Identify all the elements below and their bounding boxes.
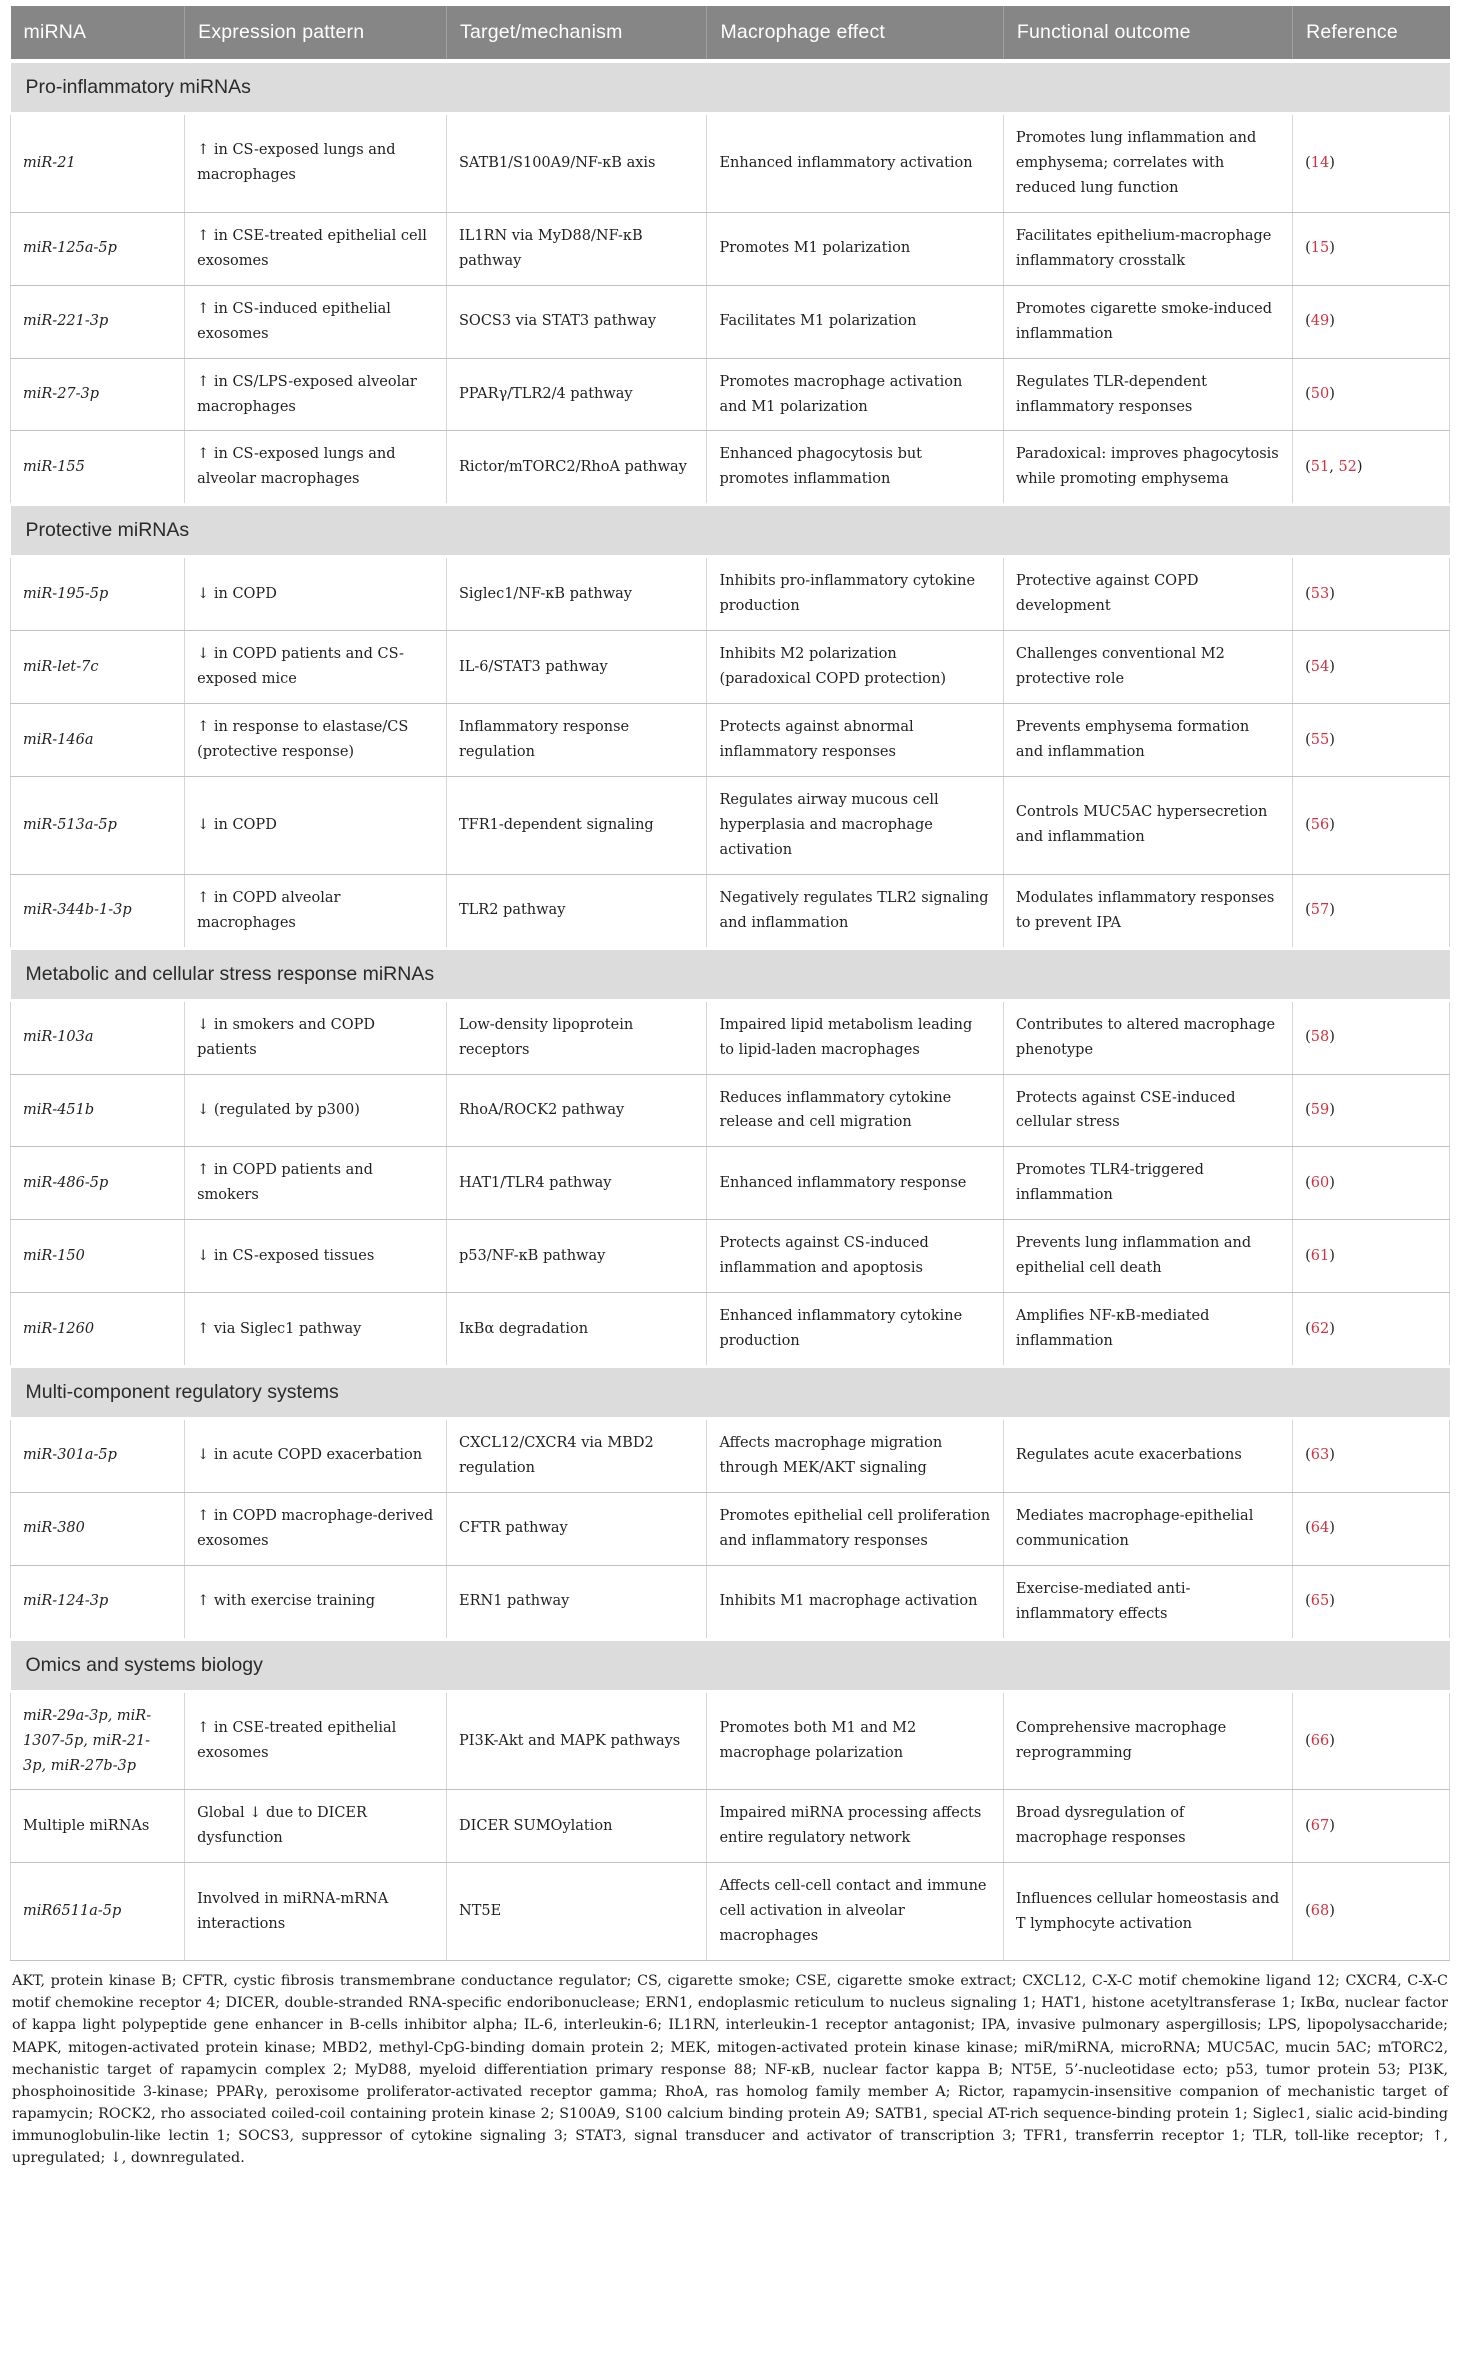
reference-link[interactable]: 52 [1338, 458, 1357, 475]
column-header-functional-outcome: Functional outcome [1003, 6, 1292, 61]
expression-pattern-cell: ↑ in CSE-treated epithelial cell exosomes [185, 212, 447, 285]
macrophage-effect-cell: Promotes both M1 and M2 macrophage polarization [707, 1691, 1003, 1790]
macrophage-effect-cell: Inhibits pro-inflammatory cytokine production [707, 557, 1003, 631]
functional-outcome-cell: Prevents emphysema formation and inflammation [1003, 704, 1292, 777]
mirna-name: miR-let-7c [11, 631, 185, 704]
target-mechanism-cell: TLR2 pathway [447, 874, 707, 948]
target-mechanism-cell: ERN1 pathway [447, 1565, 707, 1639]
mirna-name: miR-513a-5p [11, 776, 185, 874]
expression-pattern-cell: ↑ in CS-exposed lungs and macrophages [185, 114, 447, 213]
reference-cell: (49) [1293, 285, 1450, 358]
reference-link[interactable]: 50 [1310, 386, 1330, 403]
mirna-name: miR-124-3p [11, 1565, 185, 1639]
mirna-name: miR-103a [11, 1000, 185, 1074]
table-row [11, 1419, 1450, 1493]
functional-outcome-cell: Protects against CSE-induced cellular stress [1003, 1074, 1292, 1147]
table-row [11, 114, 1450, 213]
reference-link[interactable]: 67 [1310, 1817, 1330, 1834]
mirna-name: Multiple miRNAs [11, 1790, 185, 1863]
functional-outcome-cell: Protective against COPD development [1003, 557, 1292, 631]
reference-link[interactable]: 64 [1310, 1520, 1330, 1537]
target-mechanism-cell: PPARγ/TLR2/4 pathway [447, 358, 707, 431]
reference-cell: (50) [1293, 358, 1450, 431]
expression-pattern-cell: ↓ (regulated by p300) [185, 1074, 447, 1147]
reference-cell: (61) [1293, 1220, 1450, 1293]
table-row [11, 431, 1450, 505]
expression-pattern-cell: ↓ in COPD patients and CS-exposed mice [185, 631, 447, 704]
expression-pattern-cell: ↓ in acute COPD exacerbation [185, 1419, 447, 1493]
target-mechanism-cell: HAT1/TLR4 pathway [447, 1147, 707, 1220]
reference-link[interactable]: 65 [1310, 1593, 1330, 1610]
table-row [11, 1492, 1450, 1565]
target-mechanism-cell: IκBα degradation [447, 1293, 707, 1367]
functional-outcome-cell: Promotes TLR4-triggered inflammation [1003, 1147, 1292, 1220]
mirna-name: miR-21 [11, 114, 185, 213]
reference-cell: (56) [1293, 776, 1450, 874]
mirna-name: miR-125a-5p [11, 212, 185, 285]
mirna-name: miR-146a [11, 704, 185, 777]
reference-link[interactable]: 62 [1310, 1320, 1330, 1337]
reference-cell: (63) [1293, 1419, 1450, 1493]
macrophage-effect-cell: Affects cell-cell contact and immune cell activation in alveolar macrophages [707, 1863, 1003, 1961]
reference-link[interactable]: 53 [1310, 585, 1330, 602]
table-row [11, 285, 1450, 358]
reference-link[interactable]: 54 [1310, 658, 1330, 675]
table-row [11, 1565, 1450, 1639]
section-title: Multi-component regulatory systems [11, 1367, 1450, 1419]
target-mechanism-cell: Inflammatory response regulation [447, 704, 707, 777]
macrophage-effect-cell: Inhibits M2 polarization (paradoxical COPD protection) [707, 631, 1003, 704]
target-mechanism-cell: PI3K-Akt and MAPK pathways [447, 1691, 707, 1790]
macrophage-effect-cell: Reduces inflammatory cytokine release and cell migration [707, 1074, 1003, 1147]
target-mechanism-cell: DICER SUMOylation [447, 1790, 707, 1863]
column-header-mirna: miRNA [11, 6, 185, 61]
table-row [11, 1147, 1450, 1220]
section-header-row [11, 505, 1450, 557]
expression-pattern-cell: ↓ in CS-exposed tissues [185, 1220, 447, 1293]
expression-pattern-cell: ↑ in CSE-treated epithelial exosomes [185, 1691, 447, 1790]
table-row [11, 1691, 1450, 1790]
reference-cell: (62) [1293, 1293, 1450, 1367]
table-row [11, 1000, 1450, 1074]
macrophage-effect-cell: Protects against CS-induced inflammation and apoptosis [707, 1220, 1003, 1293]
macrophage-effect-cell: Affects macrophage migration through MEK/AKT signaling [707, 1419, 1003, 1493]
reference-link[interactable]: 60 [1310, 1174, 1330, 1191]
target-mechanism-cell: IL1RN via MyD88/NF-κB pathway [447, 212, 707, 285]
expression-pattern-cell: ↑ in response to elastase/CS (protective response) [185, 704, 447, 777]
table-row [11, 631, 1450, 704]
reference-cell: (60) [1293, 1147, 1450, 1220]
macrophage-effect-cell: Enhanced phagocytosis but promotes inflammation [707, 431, 1003, 505]
table-footnote: AKT, protein kinase B; CFTR, cystic fibrosis transmembrane conductance regulator; CS, cigarette smoke; CSE, cigarette smoke extract; CXCL12, C-X-C motif chemokine ligand 12; CXCR4, C-X-C motif chemokine receptor 4; DICER, double-stranded RNA-specific endoribonuclease; ERN1, endoplasmic reticulum to nucleus signaling 1; HAT1, histone acetyltransferase 1; IκBα, nuclear factor of kappa light polypeptide gene enhancer in B-cells inhibitor alpha; IL-6, interleukin-6; IL1RN, interleukin-1 receptor antagonist; IPA, invasive pulmonary aspergillosis; LPS, lipopolysaccharide; MAPK, mitogen-activated protein kinase; MBD2, methyl-CpG-binding domain protein 2; MEK, mitogen-activated protein kinase kinase; miR/miRNA, microRNA; MUC5AC, mucin 5AC; mTORC2, mechanistic target of rapamycin complex 2; MyD88, myeloid differentiation primary response 88; NF-κB, nuclear factor kappa B; NT5E, 5’-nucleotidase ecto; p53, tumor protein 53; PI3K, phosphoinositide 3-kinase; PPARγ, peroxisome proliferator-activated receptor gamma; RhoA, ras homolog family member A; Rictor, rapamycin-insensitive companion of mechanistic target of rapamycin; ROCK2, rho associated coiled-coil containing protein kinase 2; S100A9, S100 calcium binding protein A9; SATB1, special AT-rich sequence-binding protein 1; Siglec1, sialic acid-binding immunoglobulin-like lectin 1; SOCS3, suppressor of cytokine signaling 3; STAT3, signal transducer and activator of transcription 3; TFR1, transferrin receptor 1; TLR, toll-like receptor; ↑, upregulated; ↓, downregulated. [12, 1973, 1448, 2167]
expression-pattern-cell: ↓ in smokers and COPD patients [185, 1000, 447, 1074]
functional-outcome-cell: Comprehensive macrophage reprogramming [1003, 1691, 1292, 1790]
reference-link[interactable]: 49 [1310, 313, 1330, 330]
target-mechanism-cell: RhoA/ROCK2 pathway [447, 1074, 707, 1147]
target-mechanism-cell: IL-6/STAT3 pathway [447, 631, 707, 704]
section-header-row [11, 1639, 1450, 1691]
functional-outcome-cell: Contributes to altered macrophage phenotype [1003, 1000, 1292, 1074]
section-title: Pro-inflammatory miRNAs [11, 61, 1450, 114]
functional-outcome-cell: Influences cellular homeostasis and T lymphocyte activation [1003, 1863, 1292, 1961]
target-mechanism-cell: Low-density lipoprotein receptors [447, 1000, 707, 1074]
macrophage-effect-cell: Enhanced inflammatory cytokine production [707, 1293, 1003, 1367]
functional-outcome-cell: Promotes lung inflammation and emphysema; correlates with reduced lung function [1003, 114, 1292, 213]
mirna-name: miR-29a-3p, miR-1307-5p, miR-21-3p, miR-27b-3p [11, 1691, 185, 1790]
reference-cell: (66) [1293, 1691, 1450, 1790]
expression-pattern-cell: ↑ in COPD macrophage-derived exosomes [185, 1492, 447, 1565]
mirna-name: miR-195-5p [11, 557, 185, 631]
reference-link[interactable]: 66 [1310, 1732, 1330, 1749]
section-title: Protective miRNAs [11, 505, 1450, 557]
header-row [11, 6, 1450, 61]
functional-outcome-cell: Controls MUC5AC hypersecretion and inflammation [1003, 776, 1292, 874]
functional-outcome-cell: Broad dysregulation of macrophage responses [1003, 1790, 1292, 1863]
expression-pattern-cell: ↑ in CS-exposed lungs and alveolar macrophages [185, 431, 447, 505]
mirna-name: miR-301a-5p [11, 1419, 185, 1493]
mirna-name: miR-380 [11, 1492, 185, 1565]
macrophage-effect-cell: Protects against abnormal inflammatory responses [707, 704, 1003, 777]
target-mechanism-cell: p53/NF-κB pathway [447, 1220, 707, 1293]
table-body [11, 61, 1450, 1961]
mirna-name: miR6511a-5p [11, 1863, 185, 1961]
table-row [11, 704, 1450, 777]
expression-pattern-cell: ↑ in COPD alveolar macrophages [185, 874, 447, 948]
reference-cell: (64) [1293, 1492, 1450, 1565]
reference-link[interactable]: 58 [1310, 1029, 1330, 1046]
functional-outcome-cell: Facilitates epithelium-macrophage inflammatory crosstalk [1003, 212, 1292, 285]
section-header-row [11, 1367, 1450, 1419]
reference-cell: (53) [1293, 557, 1450, 631]
column-header-macrophage-effect: Macrophage effect [707, 6, 1003, 61]
reference-cell: (57) [1293, 874, 1450, 948]
reference-link[interactable]: 51 [1310, 458, 1330, 475]
table-row [11, 1293, 1450, 1367]
reference-cell: (55) [1293, 704, 1450, 777]
functional-outcome-cell: Challenges conventional M2 protective role [1003, 631, 1292, 704]
mirna-name: miR-344b-1-3p [11, 874, 185, 948]
mirna-table [10, 6, 1450, 1961]
column-header-expression-pattern: Expression pattern [185, 6, 447, 61]
table-row [11, 1863, 1450, 1961]
expression-pattern-cell: ↑ in COPD patients and smokers [185, 1147, 447, 1220]
reference-cell: (68) [1293, 1863, 1450, 1961]
mirna-name: miR-155 [11, 431, 185, 505]
macrophage-effect-cell: Regulates airway mucous cell hyperplasia and macrophage activation [707, 776, 1003, 874]
expression-pattern-cell: Global ↓ due to DICER dysfunction [185, 1790, 447, 1863]
reference-link[interactable]: 63 [1310, 1447, 1330, 1464]
section-header-row [11, 948, 1450, 1000]
macrophage-effect-cell: Promotes macrophage activation and M1 polarization [707, 358, 1003, 431]
target-mechanism-cell: CXCL12/CXCR4 via MBD2 regulation [447, 1419, 707, 1493]
column-header-reference: Reference [1293, 6, 1450, 61]
macrophage-effect-cell: Impaired miRNA processing affects entire regulatory network [707, 1790, 1003, 1863]
mirna-name: miR-451b [11, 1074, 185, 1147]
expression-pattern-cell: ↑ via Siglec1 pathway [185, 1293, 447, 1367]
target-mechanism-cell: Rictor/mTORC2/RhoA pathway [447, 431, 707, 505]
target-mechanism-cell: CFTR pathway [447, 1492, 707, 1565]
reference-link[interactable]: 68 [1310, 1903, 1330, 1920]
table-row [11, 358, 1450, 431]
expression-pattern-cell: ↓ in COPD [185, 557, 447, 631]
table-row [11, 1220, 1450, 1293]
reference-cell: (65) [1293, 1565, 1450, 1639]
target-mechanism-cell: SATB1/S100A9/NF-κB axis [447, 114, 707, 213]
reference-link[interactable]: 57 [1310, 902, 1330, 919]
functional-outcome-cell: Regulates TLR-dependent inflammatory responses [1003, 358, 1292, 431]
expression-pattern-cell: ↑ with exercise training [185, 1565, 447, 1639]
functional-outcome-cell: Prevents lung inflammation and epithelial cell death [1003, 1220, 1292, 1293]
target-mechanism-cell: NT5E [447, 1863, 707, 1961]
reference-link[interactable]: 15 [1310, 240, 1330, 257]
table-row [11, 1074, 1450, 1147]
mirna-name: miR-27-3p [11, 358, 185, 431]
table-header [11, 6, 1450, 61]
functional-outcome-cell: Regulates acute exacerbations [1003, 1419, 1292, 1493]
macrophage-effect-cell: Facilitates M1 polarization [707, 285, 1003, 358]
macrophage-effect-cell: Promotes M1 polarization [707, 212, 1003, 285]
target-mechanism-cell: Siglec1/NF-κB pathway [447, 557, 707, 631]
macrophage-effect-cell: Inhibits M1 macrophage activation [707, 1565, 1003, 1639]
reference-cell: (58) [1293, 1000, 1450, 1074]
functional-outcome-cell: Exercise-mediated anti-inflammatory effects [1003, 1565, 1292, 1639]
functional-outcome-cell: Paradoxical: improves phagocytosis while promoting emphysema [1003, 431, 1292, 505]
mirna-name: miR-486-5p [11, 1147, 185, 1220]
mirna-name: miR-1260 [11, 1293, 185, 1367]
section-title: Omics and systems biology [11, 1639, 1450, 1691]
reference-link[interactable]: 55 [1310, 731, 1330, 748]
target-mechanism-cell: TFR1-dependent signaling [447, 776, 707, 874]
reference-cell: (15) [1293, 212, 1450, 285]
table-row [11, 874, 1450, 948]
expression-pattern-cell: ↑ in CS/LPS-exposed alveolar macrophages [185, 358, 447, 431]
functional-outcome-cell: Amplifies NF-κB-mediated inflammation [1003, 1293, 1292, 1367]
functional-outcome-cell: Promotes cigarette smoke-induced inflammation [1003, 285, 1292, 358]
macrophage-effect-cell: Enhanced inflammatory response [707, 1147, 1003, 1220]
section-header-row [11, 61, 1450, 114]
expression-pattern-cell: ↓ in COPD [185, 776, 447, 874]
target-mechanism-cell: SOCS3 via STAT3 pathway [447, 285, 707, 358]
reference-cell: (51, 52) [1293, 431, 1450, 505]
reference-link[interactable]: 59 [1310, 1101, 1330, 1118]
functional-outcome-cell: Modulates inflammatory responses to prevent IPA [1003, 874, 1292, 948]
expression-pattern-cell: Involved in miRNA-mRNA interactions [185, 1863, 447, 1961]
section-title: Metabolic and cellular stress response miRNAs [11, 948, 1450, 1000]
functional-outcome-cell: Mediates macrophage-epithelial communication [1003, 1492, 1292, 1565]
reference-cell: (67) [1293, 1790, 1450, 1863]
mirna-name: miR-221-3p [11, 285, 185, 358]
table-row [11, 1790, 1450, 1863]
macrophage-effect-cell: Enhanced inflammatory activation [707, 114, 1003, 213]
macrophage-effect-cell: Promotes epithelial cell proliferation and inflammatory responses [707, 1492, 1003, 1565]
table-row [11, 212, 1450, 285]
expression-pattern-cell: ↑ in CS-induced epithelial exosomes [185, 285, 447, 358]
column-header-target-mechanism: Target/mechanism [447, 6, 707, 61]
reference-link[interactable]: 56 [1310, 816, 1330, 833]
reference-cell: (14) [1293, 114, 1450, 213]
reference-link[interactable]: 61 [1310, 1247, 1330, 1264]
reference-link[interactable]: 14 [1310, 154, 1330, 171]
mirna-name: miR-150 [11, 1220, 185, 1293]
macrophage-effect-cell: Impaired lipid metabolism leading to lipid-laden macrophages [707, 1000, 1003, 1074]
reference-cell: (54) [1293, 631, 1450, 704]
table-row [11, 557, 1450, 631]
table-row [11, 776, 1450, 874]
macrophage-effect-cell: Negatively regulates TLR2 signaling and inflammation [707, 874, 1003, 948]
reference-cell: (59) [1293, 1074, 1450, 1147]
